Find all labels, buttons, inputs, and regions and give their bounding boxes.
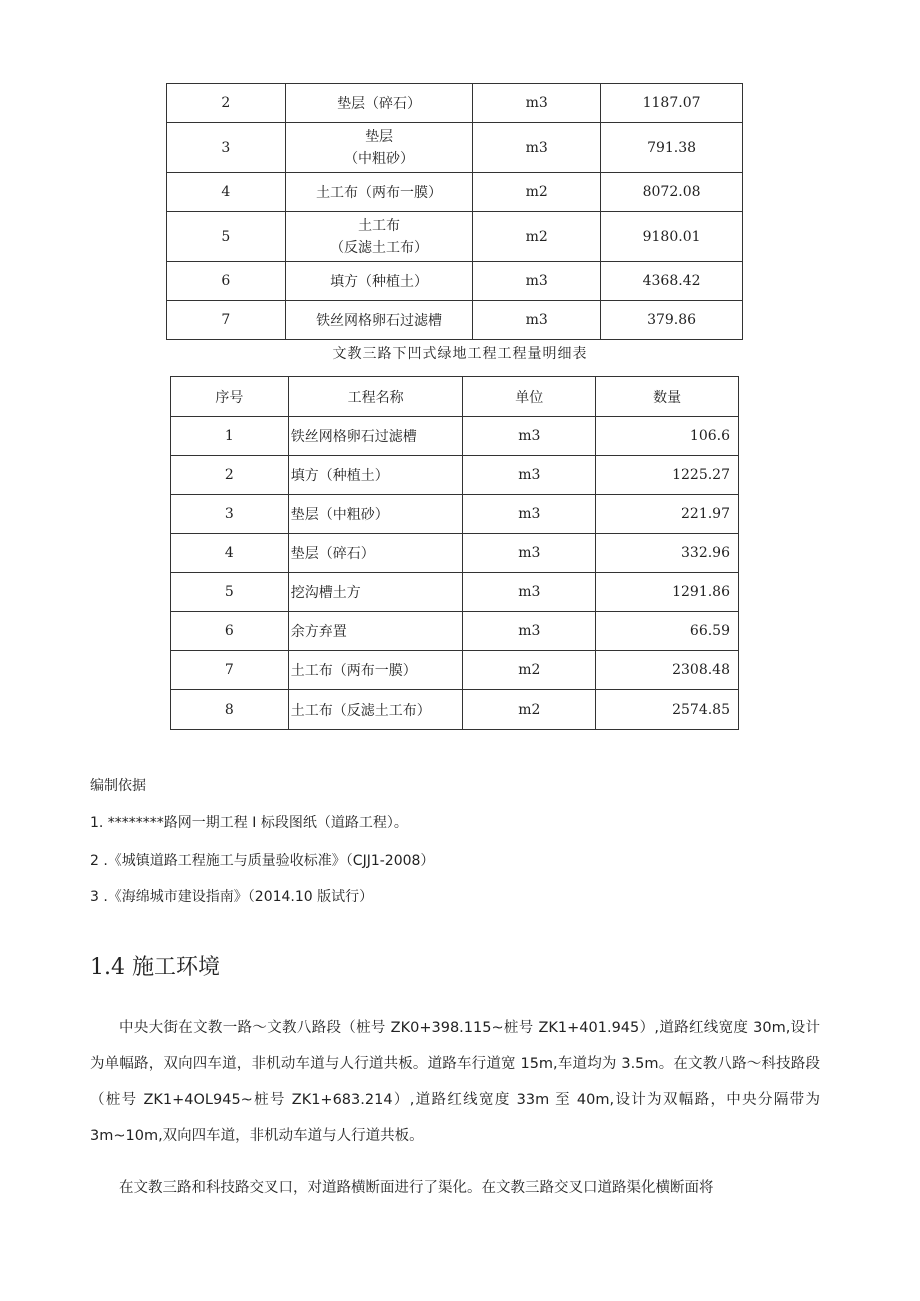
quantity: 66.59 (596, 612, 739, 651)
unit: m3 (463, 612, 596, 651)
basis-item: 1. ********路网一期工程 I 标段图纸（道路工程）。 (90, 815, 408, 831)
item-name: 垫层（中粗砂） (288, 495, 463, 534)
unit: m3 (473, 301, 601, 340)
row-number: 2 (167, 84, 286, 123)
header-name: 工程名称 (288, 377, 463, 417)
row-number: 3 (171, 495, 289, 534)
item-name: 填方（种植土） (288, 456, 463, 495)
unit: m3 (463, 495, 596, 534)
basis-item: 3 .《海绵城市建设指南》（2014.10 版试行） (90, 889, 374, 905)
row-number: 7 (167, 301, 286, 340)
row-number: 6 (171, 612, 289, 651)
row-number: 5 (171, 573, 289, 612)
quantity: 332.96 (596, 534, 739, 573)
table-row (171, 534, 739, 573)
row-number: 1 (171, 417, 289, 456)
row-number: 2 (171, 456, 289, 495)
unit: m2 (463, 690, 596, 730)
item-name: 土工布（反滤土工布） (288, 690, 463, 730)
item-name: 土工布（两布一膜） (288, 651, 463, 690)
item-name-line1: 垫层 (365, 128, 394, 145)
quantity-table-continued (166, 83, 743, 340)
table-row (167, 84, 743, 123)
unit: m3 (473, 123, 601, 173)
item-name (285, 123, 473, 173)
unit: m2 (473, 173, 601, 212)
table-row (167, 262, 743, 301)
quantity: 106.6 (596, 417, 739, 456)
unit: m3 (473, 84, 601, 123)
quantity: 791.38 (601, 123, 743, 173)
table-row (167, 123, 743, 173)
unit: m2 (463, 651, 596, 690)
row-number: 8 (171, 690, 289, 730)
table-row (171, 417, 739, 456)
item-name: 挖沟槽土方 (288, 573, 463, 612)
basis-title: 编制依据 (90, 778, 146, 794)
row-number: 3 (167, 123, 286, 173)
quantity: 221.97 (596, 495, 739, 534)
item-name-line2: （反滤土工布） (330, 239, 429, 256)
table-row (167, 173, 743, 212)
header-number: 序号 (171, 377, 289, 417)
quantity: 4368.42 (601, 262, 743, 301)
basis-item: 2 .《城镇道路工程施工与质量验收标准》（CJJ1-2008） (90, 853, 435, 869)
table-row (171, 651, 739, 690)
table-row (171, 456, 739, 495)
table-header-row (171, 377, 739, 417)
unit: m3 (463, 417, 596, 456)
unit: m3 (463, 534, 596, 573)
item-name: 土工布（两布一膜） (285, 173, 473, 212)
item-name: 铁丝网格卵石过滤槽 (288, 417, 463, 456)
section-heading: 1.4 施工环境 (90, 955, 220, 980)
table-row (171, 690, 739, 730)
item-name: 垫层（碎石） (288, 534, 463, 573)
item-name: 铁丝网格卵石过滤槽 (285, 301, 473, 340)
item-name: 余方弃置 (288, 612, 463, 651)
header-unit: 单位 (463, 377, 596, 417)
item-name (285, 212, 473, 262)
quantity: 2308.48 (596, 651, 739, 690)
paragraph: 在文教三路和科技路交叉口，对道路横断面进行了渠化。在文教三路交叉口道路渠化横断面将 (119, 1180, 714, 1196)
table-row (171, 573, 739, 612)
unit: m3 (473, 262, 601, 301)
unit: m2 (473, 212, 601, 262)
quantity: 1225.27 (596, 456, 739, 495)
row-number: 4 (167, 173, 286, 212)
quantity: 1187.07 (601, 84, 743, 123)
unit: m3 (463, 456, 596, 495)
row-number: 4 (171, 534, 289, 573)
table-row (171, 495, 739, 534)
table-row (167, 301, 743, 340)
item-name: 填方（种植土） (285, 262, 473, 301)
item-name-line1: 土工布 (358, 217, 401, 234)
row-number: 7 (171, 651, 289, 690)
table-row (171, 612, 739, 651)
item-name-line2: （中粗砂） (344, 150, 415, 167)
quantity: 8072.08 (601, 173, 743, 212)
table-row (167, 212, 743, 262)
row-number: 6 (167, 262, 286, 301)
table-caption: 文教三路下凹式绿地工程工程量明细表 (332, 346, 588, 362)
quantity: 2574.85 (596, 690, 739, 730)
item-name: 垫层（碎石） (285, 84, 473, 123)
unit: m3 (463, 573, 596, 612)
quantity-table (170, 376, 739, 730)
paragraph: 中央大街在文教一路～文教八路段（桩号 ZK0+398.115~桩号 ZK1+401.945）,道路红线宽度 30m,设计为单幅路，双向四车道，非机动车道与人行道共板。道路车行道宽 15m,车道均为 3.5m。在文教八路～科技路段（桩号 ZK1+4OL945~桩号 ZK1+683.214）,道路红线宽度 33m 至 40m,设计为双幅路，中央分隔带为 3m~10m,双向四车道，非机动车道与人行道共板。 (90, 1020, 820, 1144)
header-quantity: 数量 (596, 377, 739, 417)
quantity: 9180.01 (601, 212, 743, 262)
quantity: 1291.86 (596, 573, 739, 612)
quantity: 379.86 (601, 301, 743, 340)
row-number: 5 (167, 212, 286, 262)
